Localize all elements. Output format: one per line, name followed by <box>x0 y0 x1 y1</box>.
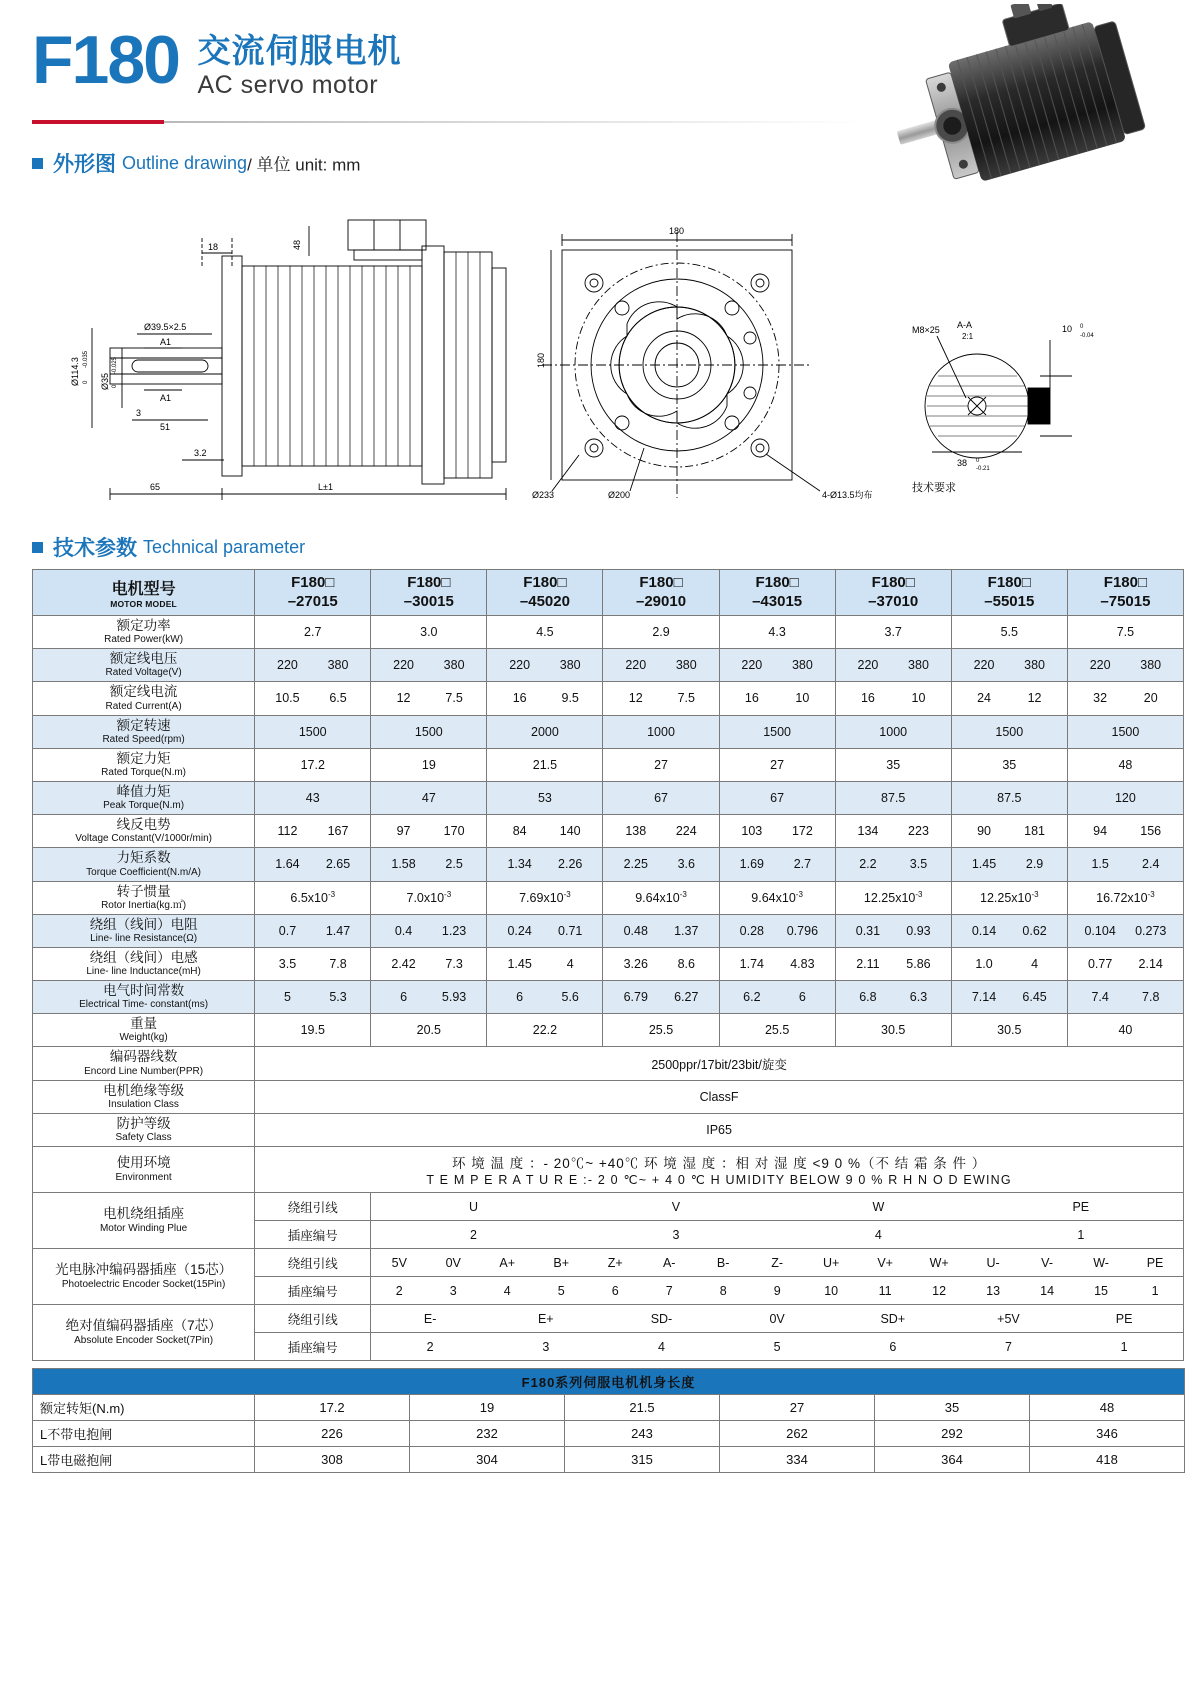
cell-1-7: 220 380 <box>1067 649 1183 682</box>
cell-8-0: $6.5x10^{-3}$ <box>255 881 371 914</box>
row-label: 峰值力矩 Peak Torque(N.m) <box>33 781 255 814</box>
cell-8-6: $12.25x10^{-3}$ <box>951 881 1067 914</box>
cell-11-2: 6 5.6 <box>487 981 603 1014</box>
cell-4-5: 35 <box>835 748 951 781</box>
length-cell-1-2: 243 <box>565 1421 720 1447</box>
cell-3-3: 1000 <box>603 715 719 748</box>
table-row <box>33 914 1184 947</box>
svg-text:-0.025: -0.025 <box>112 356 118 374</box>
svg-text:Ø200: Ø200 <box>608 490 631 500</box>
svg-text:0: 0 <box>83 380 89 384</box>
connector-wires-2: E- E+ SD- 0V SD+ +5V PE <box>371 1305 1184 1333</box>
cell-6-6: 90 181 <box>951 815 1067 848</box>
cell-6-3: 138 224 <box>603 815 719 848</box>
cell-3-0: 1500 <box>255 715 371 748</box>
cell-9-4: 0.28 0.796 <box>719 914 835 947</box>
connector-label-0: 电机绕组插座 Motor Winding Plue <box>33 1193 255 1249</box>
cell-7-4: 1.69 2.7 <box>719 848 835 881</box>
cell-9-6: 0.14 0.62 <box>951 914 1067 947</box>
cell-2-7: 32 20 <box>1067 682 1183 715</box>
svg-text:10: 10 <box>1062 324 1073 334</box>
connector-sub-wire-1: 绕组引线 <box>255 1249 371 1277</box>
cell-4-0: 17.2 <box>255 748 371 781</box>
cell-1-3: 220 380 <box>603 649 719 682</box>
connector-pins-0: 2 3 4 1 <box>371 1221 1184 1249</box>
cell-3-7: 1500 <box>1067 715 1183 748</box>
connector-pins-2: 2 3 4 5 6 7 1 <box>371 1333 1184 1361</box>
cell-2-4: 16 10 <box>719 682 835 715</box>
table-row <box>33 815 1184 848</box>
cell-7-7: 1.5 2.4 <box>1067 848 1183 881</box>
connector-label-2: 绝对值编码器插座（7芯） Absolute Encoder Socket(7Pin) <box>33 1305 255 1361</box>
page-header <box>24 0 1176 200</box>
cell-9-2: 0.24 0.71 <box>487 914 603 947</box>
title-block <box>32 22 402 100</box>
cell-2-0: 10.5 6.5 <box>255 682 371 715</box>
length-table-title: F180系列伺服电机机身长度 <box>33 1369 1185 1395</box>
cell-0-4: 4.3 <box>719 616 835 649</box>
model-header-cell: 电机型号 MOTOR MODEL <box>33 570 255 616</box>
section-outline-heading <box>32 148 360 178</box>
environment-value: 环 境 温 度 ：- 20℃~ +40℃ 环 境 湿 度 ：相 对 湿 度 <9 0 %（不 结 霜 条 件 ） T E M P E R A T U R E :- 2 0 ℃~ + 4 0 ℃ H UMIDITY BELOW 9 0 % R H N O D EWING <box>255 1147 1184 1193</box>
length-row-label-0: 额定转矩(N.m) <box>33 1395 255 1421</box>
red-divider <box>32 120 164 124</box>
cell-1-2: 220 380 <box>487 649 603 682</box>
cell-9-1: 0.4 1.23 <box>371 914 487 947</box>
cell-11-7: 7.4 7.8 <box>1067 981 1183 1014</box>
cell-1-5: 220 380 <box>835 649 951 682</box>
model-column-header-2: F180□ –45020 <box>487 570 603 616</box>
row-label: 额定力矩 Rated Torque(N.m) <box>33 748 255 781</box>
cell-3-5: 1000 <box>835 715 951 748</box>
title-english: AC servo motor <box>197 70 379 99</box>
cell-9-3: 0.48 1.37 <box>603 914 719 947</box>
connector-pins-1: 2 3 4 5 6 7 8 9 10 11 12 13 14 15 1 <box>371 1277 1184 1305</box>
connector-row-1 <box>33 1305 1184 1333</box>
length-cell-1-5: 346 <box>1030 1421 1185 1447</box>
svg-text:180: 180 <box>669 226 685 236</box>
body-length-table <box>32 1368 1185 1473</box>
cell-4-3: 27 <box>603 748 719 781</box>
cell-6-4: 103 172 <box>719 815 835 848</box>
table-header-row <box>33 570 1184 616</box>
cell-11-3: 6.79 6.27 <box>603 981 719 1014</box>
cell-1-6: 220 380 <box>951 649 1067 682</box>
cell-12-5: 30.5 <box>835 1014 951 1047</box>
cell-10-3: 3.26 8.6 <box>603 947 719 980</box>
table-row-merged <box>33 1113 1184 1146</box>
cell-8-4: $9.64x10^{-3}$ <box>719 881 835 914</box>
length-cell-2-2: 315 <box>565 1447 720 1473</box>
cell-5-4: 67 <box>719 781 835 814</box>
cell-3-1: 1500 <box>371 715 487 748</box>
cell-12-0: 19.5 <box>255 1014 371 1047</box>
svg-text:L±1: L±1 <box>318 482 333 492</box>
cell-6-7: 94 156 <box>1067 815 1183 848</box>
table-row <box>33 748 1184 781</box>
svg-text:0: 0 <box>976 458 980 464</box>
row-label: 使用环境 Environment <box>33 1147 255 1193</box>
outline-heading-en: Outline drawing <box>122 152 248 173</box>
cell-3-4: 1500 <box>719 715 835 748</box>
cell-2-2: 16 9.5 <box>487 682 603 715</box>
length-row <box>33 1447 1185 1473</box>
cell-1-4: 220 380 <box>719 649 835 682</box>
cell-10-4: 1.74 4.83 <box>719 947 835 980</box>
bullet-square-icon <box>32 158 43 169</box>
connector-sub-pin-2: 插座编号 <box>255 1333 371 1361</box>
row-label: 电气时间常数 Electrical Time- constant(ms) <box>33 981 255 1014</box>
svg-text:A1: A1 <box>160 393 172 403</box>
svg-text:3: 3 <box>136 408 142 418</box>
table-row-merged <box>33 1080 1184 1113</box>
cell-3-6: 1500 <box>951 715 1067 748</box>
parameter-heading-cn: 技术参数 <box>53 537 137 560</box>
cell-12-7: 40 <box>1067 1014 1183 1047</box>
cell-7-2: 1.34 2.26 <box>487 848 603 881</box>
connector-wires-0: U V W PE <box>371 1193 1184 1221</box>
parameter-heading-en: Technical parameter <box>143 536 306 557</box>
row-label: 额定线电压 Rated Voltage(V) <box>33 649 255 682</box>
length-cell-1-1: 232 <box>410 1421 565 1447</box>
row-label: 编码器线数 Encord Line Number(PPR) <box>33 1047 255 1080</box>
table-row <box>33 881 1184 914</box>
bullet-square-icon-2 <box>32 542 43 553</box>
cell-5-2: 53 <box>487 781 603 814</box>
length-row-label-2: L带电磁抱闸 <box>33 1447 255 1473</box>
cell-7-1: 1.58 2.5 <box>371 848 487 881</box>
length-cell-0-5: 48 <box>1030 1395 1185 1421</box>
cell-10-6: 1.0 4 <box>951 947 1067 980</box>
page-title: F180 <box>32 22 179 98</box>
cell-10-7: 0.77 2.14 <box>1067 947 1183 980</box>
row-label: 电机绝缘等级 Insulation Class <box>33 1080 255 1113</box>
cell-4-7: 48 <box>1067 748 1183 781</box>
cell-8-5: $12.25x10^{-3}$ <box>835 881 951 914</box>
svg-text:48: 48 <box>292 239 302 250</box>
cell-5-7: 120 <box>1067 781 1183 814</box>
model-column-header-7: F180□ –75015 <box>1067 570 1183 616</box>
length-cell-2-5: 418 <box>1030 1447 1185 1473</box>
row-label: 线反电势 Voltage Constant(V/1000r/min) <box>33 815 255 848</box>
cell-2-5: 16 10 <box>835 682 951 715</box>
table-row-environment <box>33 1147 1184 1193</box>
connector-row-1 <box>33 1193 1184 1221</box>
cell-6-2: 84 140 <box>487 815 603 848</box>
length-cell-0-4: 35 <box>875 1395 1030 1421</box>
cell-5-6: 87.5 <box>951 781 1067 814</box>
cell-11-5: 6.8 6.3 <box>835 981 951 1014</box>
cell-6-1: 97 170 <box>371 815 487 848</box>
cell-4-6: 35 <box>951 748 1067 781</box>
cell-12-2: 22.2 <box>487 1014 603 1047</box>
table-row <box>33 715 1184 748</box>
cell-10-2: 1.45 4 <box>487 947 603 980</box>
svg-text:A-A: A-A <box>957 320 973 330</box>
svg-text:-0.21: -0.21 <box>976 466 990 472</box>
cell-3-2: 2000 <box>487 715 603 748</box>
motor-photo <box>876 4 1166 204</box>
length-cell-1-4: 292 <box>875 1421 1030 1447</box>
model-column-header-3: F180□ –29010 <box>603 570 719 616</box>
cell-2-6: 24 12 <box>951 682 1067 715</box>
cell-0-6: 5.5 <box>951 616 1067 649</box>
section-parameter-heading <box>32 532 305 562</box>
svg-text:Ø233: Ø233 <box>532 490 555 500</box>
cell-0-5: 3.7 <box>835 616 951 649</box>
model-column-header-6: F180□ –55015 <box>951 570 1067 616</box>
cell-8-1: $7.0x10^{-3}$ <box>371 881 487 914</box>
cell-4-2: 21.5 <box>487 748 603 781</box>
merged-value-0: 2500ppr/17bit/23bit/旋变 <box>255 1047 1184 1080</box>
cell-5-1: 47 <box>371 781 487 814</box>
cell-9-0: 0.7 1.47 <box>255 914 371 947</box>
connector-wires-1: 5V 0V A+ B+ Z+ A- B- Z- U+ V+ W+ U- V- W- PE <box>371 1249 1184 1277</box>
length-row-label-1: L不带电抱闸 <box>33 1421 255 1447</box>
cell-0-3: 2.9 <box>603 616 719 649</box>
svg-text:0: 0 <box>1080 324 1084 330</box>
table-row <box>33 649 1184 682</box>
table-row <box>33 616 1184 649</box>
table-row <box>33 682 1184 715</box>
length-cell-2-0: 308 <box>255 1447 410 1473</box>
cell-12-1: 20.5 <box>371 1014 487 1047</box>
svg-text:A1: A1 <box>160 337 172 347</box>
model-column-header-4: F180□ –43015 <box>719 570 835 616</box>
svg-text:Ø35: Ø35 <box>100 372 110 390</box>
cell-7-5: 2.2 3.5 <box>835 848 951 881</box>
row-label: 转子惯量 Rotor Inertia(kg.㎡) <box>33 881 255 914</box>
connector-label-1: 光电脉冲编码器插座（15芯） Photoelectric Encoder Socket(15Pin) <box>33 1249 255 1305</box>
cell-7-0: 1.64 2.65 <box>255 848 371 881</box>
cell-12-3: 25.5 <box>603 1014 719 1047</box>
table-row-merged <box>33 1047 1184 1080</box>
row-label: 绕组（线间）电阻 Line- line Resistance(Ω) <box>33 914 255 947</box>
cell-4-1: 19 <box>371 748 487 781</box>
svg-text:65: 65 <box>150 482 161 492</box>
length-cell-1-0: 226 <box>255 1421 410 1447</box>
length-cell-2-4: 364 <box>875 1447 1030 1473</box>
cell-6-5: 134 223 <box>835 815 951 848</box>
length-cell-0-2: 21.5 <box>565 1395 720 1421</box>
cell-4-4: 27 <box>719 748 835 781</box>
row-label: 额定线电流 Rated Current(A) <box>33 682 255 715</box>
cell-11-0: 5 5.3 <box>255 981 371 1014</box>
cell-1-1: 220 380 <box>371 649 487 682</box>
table-row <box>33 947 1184 980</box>
table-row <box>33 781 1184 814</box>
cell-12-6: 30.5 <box>951 1014 1067 1047</box>
cell-7-3: 2.25 3.6 <box>603 848 719 881</box>
length-cell-0-1: 19 <box>410 1395 565 1421</box>
outline-heading-cn: 外形图 <box>53 153 116 176</box>
model-column-header-0: F180□ –27015 <box>255 570 371 616</box>
cell-11-1: 6 5.93 <box>371 981 487 1014</box>
length-cell-0-3: 27 <box>720 1395 875 1421</box>
model-column-header-1: F180□ –30015 <box>371 570 487 616</box>
title-chinese: 交流伺服电机 <box>197 32 402 69</box>
row-label: 绕组（线间）电感 Line- line Inductance(mH) <box>33 947 255 980</box>
svg-text:51: 51 <box>160 422 171 432</box>
cell-9-5: 0.31 0.93 <box>835 914 951 947</box>
outline-drawing <box>24 208 1176 538</box>
cell-10-5: 2.11 5.86 <box>835 947 951 980</box>
row-label: 额定转速 Rated Speed(rpm) <box>33 715 255 748</box>
merged-value-2: IP65 <box>255 1113 1184 1146</box>
outline-unit: / 单位 unit: mm <box>247 155 361 175</box>
cell-11-4: 6.2 6 <box>719 981 835 1014</box>
outline-drawing-svg <box>32 208 1184 538</box>
cell-8-2: $7.69x10^{-3}$ <box>487 881 603 914</box>
svg-text:M8×25: M8×25 <box>912 325 940 335</box>
cell-6-0: 112 167 <box>255 815 371 848</box>
connector-sub-wire-2: 绕组引线 <box>255 1305 371 1333</box>
svg-text:3.2: 3.2 <box>194 448 207 458</box>
row-label: 额定功率 Rated Power(kW) <box>33 616 255 649</box>
connector-row-1 <box>33 1249 1184 1277</box>
length-cell-0-0: 17.2 <box>255 1395 410 1421</box>
length-row <box>33 1421 1185 1447</box>
cell-0-7: 7.5 <box>1067 616 1183 649</box>
length-row <box>33 1395 1185 1421</box>
grey-divider <box>164 121 864 123</box>
length-cell-2-1: 304 <box>410 1447 565 1473</box>
svg-text:技术要求: 技术要求 <box>912 482 956 494</box>
connector-sub-wire-0: 绕组引线 <box>255 1193 371 1221</box>
length-cell-1-3: 262 <box>720 1421 875 1447</box>
cell-7-6: 1.45 2.9 <box>951 848 1067 881</box>
cell-9-7: 0.104 0.273 <box>1067 914 1183 947</box>
table-row <box>33 1014 1184 1047</box>
row-label: 力矩系数 Torque Coefficient(N.m/A) <box>33 848 255 881</box>
svg-text:-0.035: -0.035 <box>83 350 89 368</box>
row-label: 防护等级 Safety Class <box>33 1113 255 1146</box>
cell-10-1: 2.42 7.3 <box>371 947 487 980</box>
cell-12-4: 25.5 <box>719 1014 835 1047</box>
cell-0-1: 3.0 <box>371 616 487 649</box>
cell-11-6: 7.14 6.45 <box>951 981 1067 1014</box>
cell-5-0: 43 <box>255 781 371 814</box>
cell-1-0: 220 380 <box>255 649 371 682</box>
cell-0-0: 2.7 <box>255 616 371 649</box>
model-column-header-5: F180□ –37010 <box>835 570 951 616</box>
connector-sub-pin-0: 插座编号 <box>255 1221 371 1249</box>
length-cell-2-3: 334 <box>720 1447 875 1473</box>
merged-value-1: ClassF <box>255 1080 1184 1113</box>
svg-text:-0.04: -0.04 <box>1080 333 1094 339</box>
svg-text:38: 38 <box>957 458 968 468</box>
specification-table <box>32 569 1184 1361</box>
cell-8-7: $16.72x10^{-3}$ <box>1067 881 1183 914</box>
svg-text:4-Ø13.5均布: 4-Ø13.5均布 <box>822 490 873 500</box>
row-label: 重量 Weight(kg) <box>33 1014 255 1047</box>
svg-text:0: 0 <box>112 384 118 388</box>
cell-5-3: 67 <box>603 781 719 814</box>
svg-text:180: 180 <box>536 352 546 368</box>
cell-0-2: 4.5 <box>487 616 603 649</box>
cell-10-0: 3.5 7.8 <box>255 947 371 980</box>
svg-text:2:1: 2:1 <box>962 332 974 341</box>
table-row <box>33 981 1184 1014</box>
table-row <box>33 848 1184 881</box>
svg-text:Ø114.3: Ø114.3 <box>70 357 80 386</box>
cell-2-3: 12 7.5 <box>603 682 719 715</box>
cell-5-5: 87.5 <box>835 781 951 814</box>
connector-sub-pin-1: 插座编号 <box>255 1277 371 1305</box>
cell-8-3: $9.64x10^{-3}$ <box>603 881 719 914</box>
cell-2-1: 12 7.5 <box>371 682 487 715</box>
svg-text:Ø39.5×2.5: Ø39.5×2.5 <box>144 322 187 332</box>
svg-text:18: 18 <box>208 242 219 252</box>
